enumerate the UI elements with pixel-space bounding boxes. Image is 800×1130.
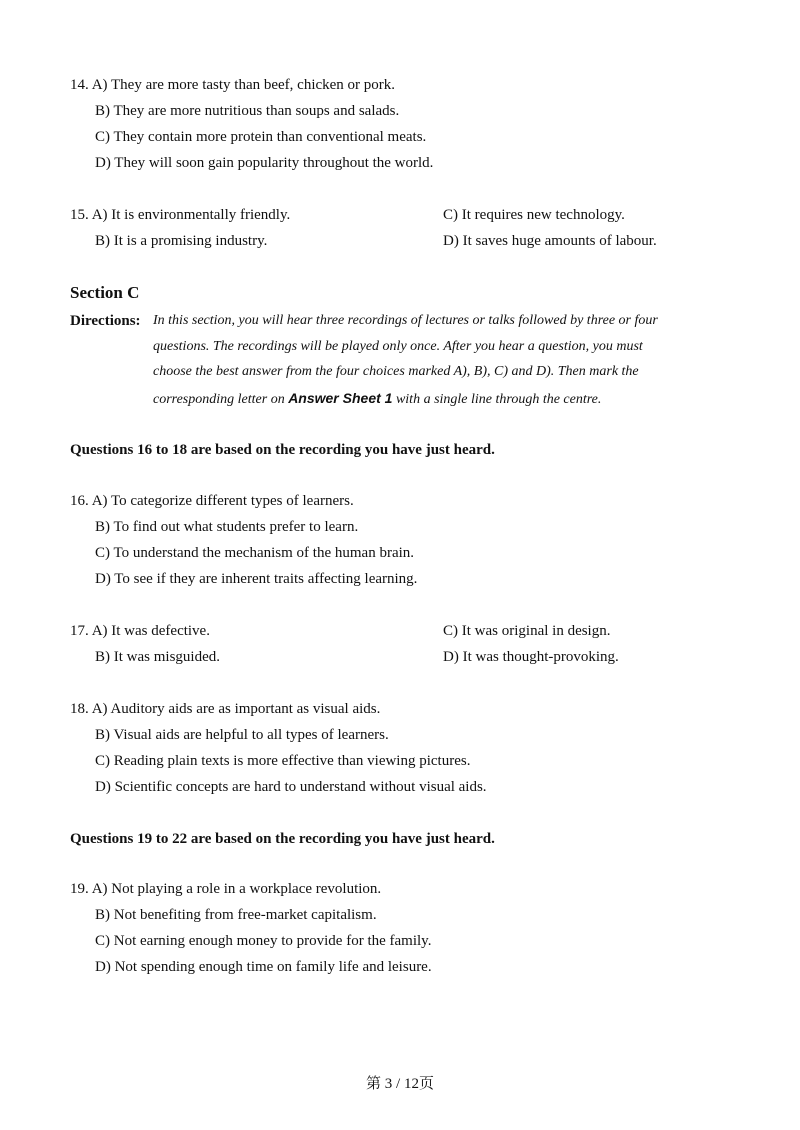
option-b: B) Visual aids are helpful to all types of learners. [95, 727, 389, 743]
question-18 [70, 699, 380, 719]
option-d: D) Scientific concepts are hard to understand without visual aids. [95, 779, 487, 795]
option-a: A) Not playing a role in a workplace revolution. [91, 881, 382, 897]
answer-sheet-label: Answer Sheet 1 [288, 390, 393, 406]
section-title: Section C [70, 283, 140, 302]
question-number: 15. [70, 207, 89, 223]
option-a: A) To categorize different types of learners. [91, 493, 354, 509]
directions-line: In this section, you will hear three recordings of lectures or talks followed by three or four [153, 313, 658, 328]
directions-text: corresponding letter on [153, 392, 285, 407]
option-b: B) To find out what students prefer to learn. [95, 519, 359, 535]
option-c: C) Reading plain texts is more effective than viewing pictures. [95, 753, 471, 769]
directions-text: with a single line through the centre. [395, 392, 602, 407]
option-d: D) Not spending enough time on family life and leisure. [95, 959, 432, 975]
option-d: D) It saves huge amounts of labour. [443, 233, 657, 249]
option-a: A) It was defective. [91, 623, 210, 639]
option-b: B) They are more nutritious than soups and salads. [95, 103, 400, 119]
option-d: D) To see if they are inherent traits affecting learning. [95, 571, 418, 587]
directions-label: Directions: [70, 313, 141, 329]
option-a: A) They are more tasty than beef, chicken or pork. [91, 77, 396, 93]
question-16 [70, 491, 354, 511]
option-a: A) Auditory aids are as important as visual aids. [91, 701, 381, 717]
question-19 [70, 879, 381, 899]
question-number: 17. [70, 623, 89, 639]
page-number: 第 3 / 12页 [366, 1076, 434, 1092]
option-d: D) They will soon gain popularity throughout the world. [95, 155, 434, 171]
question-group-heading: Questions 16 to 18 are based on the recording you have just heard. [70, 442, 495, 458]
directions-line: choose the best answer from the four choices marked A), B), C) and D). Then mark the [153, 364, 639, 379]
option-a: A) It is environmentally friendly. [91, 207, 291, 223]
directions-line [153, 388, 601, 410]
question-number: 16. [70, 493, 89, 509]
option-b: B) Not benefiting from free-market capitalism. [95, 907, 377, 923]
question-number: 19. [70, 881, 89, 897]
option-b: B) It was misguided. [95, 649, 220, 665]
option-c: C) They contain more protein than conventional meats. [95, 129, 427, 145]
question-number: 18. [70, 701, 89, 717]
option-c: C) It was original in design. [443, 623, 611, 639]
option-b: B) It is a promising industry. [95, 233, 268, 249]
directions-line: questions. The recordings will be played only once. After you hear a question, you must [153, 339, 643, 354]
option-d: D) It was thought-provoking. [443, 649, 619, 665]
question-number: 14. [70, 77, 89, 93]
question-group-heading: Questions 19 to 22 are based on the recording you have just heard. [70, 831, 495, 847]
question-17 [70, 621, 210, 641]
option-c: C) Not earning enough money to provide for the family. [95, 933, 432, 949]
option-c: C) To understand the mechanism of the human brain. [95, 545, 415, 561]
question-15 [70, 205, 290, 225]
question-14 [70, 75, 395, 95]
option-c: C) It requires new technology. [443, 207, 625, 223]
